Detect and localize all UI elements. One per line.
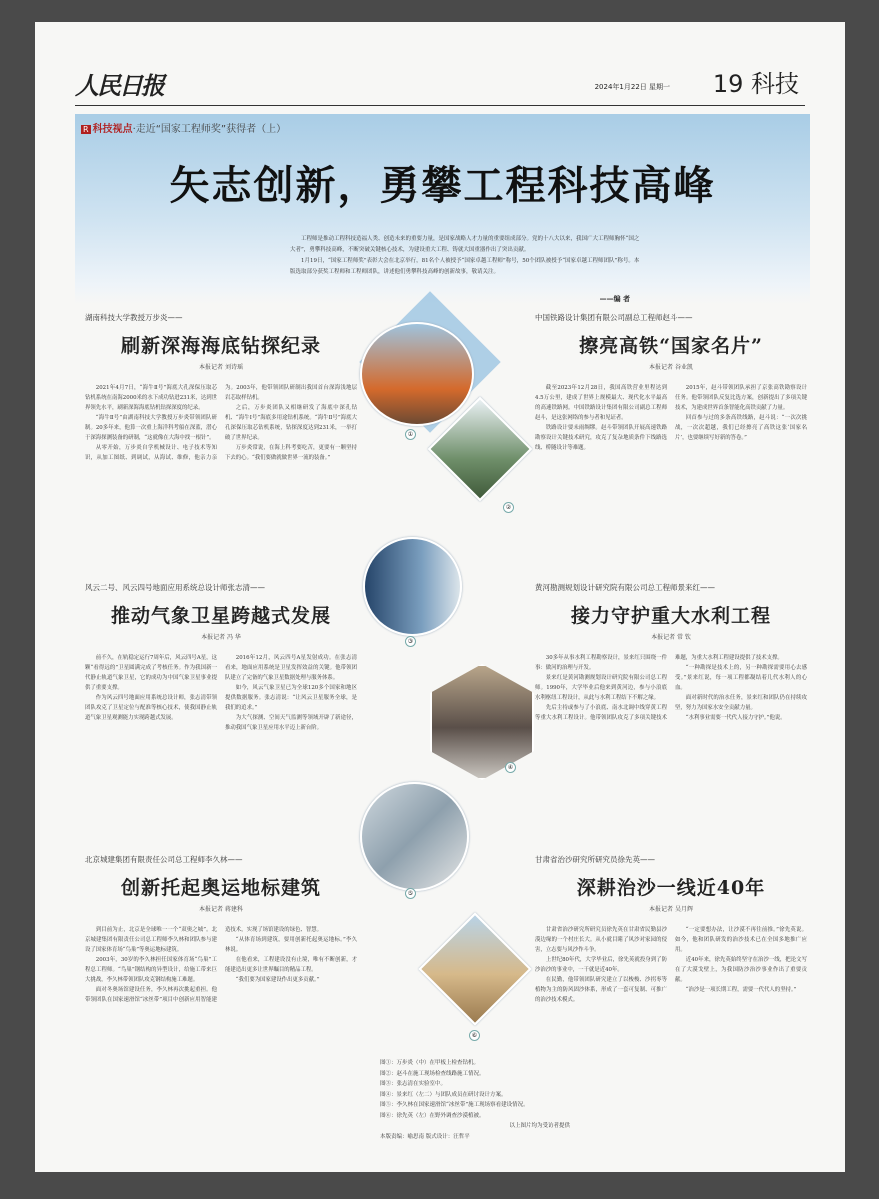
article-byline: 本报记者 谷业凯 — [649, 364, 693, 371]
paragraph: 为大气探测、空间天气监测等领域开辟了新途径，推动我国气象卫星应用水平迈上新台阶。 — [225, 715, 357, 731]
paragraph: “海牛Ⅱ号”由湖南科技大学教授万步炎带领团队研制。20多年来，他算一次重上海洋科考船在深蓝，潜心于深海探测装备的研制，“这就像在大海中找一根针”。 — [85, 415, 217, 441]
paragraph: “一种勘探是技术上的，另一种勘探需要用心去感受。”景来红说，每一项工程都凝结着几代水利人的心血。 — [675, 665, 807, 691]
photo-xu-xianying — [418, 912, 531, 1025]
article-lead: 湖南科技大学教授万步炎—— — [85, 313, 183, 322]
article-body — [535, 383, 807, 453]
paragraph: “治沙是一项长期工程，需要一代代人的坚持。” — [685, 987, 797, 993]
article-li-jiulin — [85, 854, 357, 1005]
issue-date: 2024年1月22日 星期一 — [594, 83, 670, 91]
kicker-text: ·走近“国家工程师奖”获得者（上） — [132, 124, 287, 135]
column-icon: R — [83, 125, 89, 134]
masthead — [75, 60, 805, 106]
article-wan-buyan — [85, 312, 357, 463]
article-title: 接力守护重大水利工程 — [570, 605, 771, 627]
paragraph: 面对冬奥场馆建设任务，李久林再次挑起重担。他带领团队在国家速滑馆“冰丝带”项目中创新应用智能建造技术，实现了场馆建设的绿色、智慧。 — [85, 927, 323, 1003]
photo-number: ⑤ — [405, 888, 416, 899]
paragraph: 景来红是黄河勘测规划设计研究院有限公司总工程师。1990年，大学毕业后他来到黄河边，参与小浪底水利枢纽工程设计，从此与水利工程结下不解之缘。 — [535, 675, 667, 701]
caption: 图①：万步炎（中）在甲板上检查钻机。 — [380, 1060, 480, 1066]
page-headline: 矢志创新，勇攀工程科技高峰 — [169, 163, 716, 209]
page-credits: 本版责编：喻思南 版式设计：汪哲平 — [380, 1133, 470, 1140]
article-zhang-zhiqing — [85, 582, 357, 733]
article-title: 创新托起奥运地标建筑 — [120, 877, 321, 899]
photo-number: ④ — [505, 762, 516, 773]
paragraph: 2003年，30岁的李久林担任国家体育场“鸟巢”工程总工程师。“鸟巢”钢结构的异型设计，给施工带来巨大挑战，李久林带领团队攻克钢结构施工难题。 — [85, 957, 217, 983]
paragraph: 在民勤，他带领团队研究建立了以梭梭、沙拐枣等植物为主的防风固沙体系，形成了一套可复制、可推广的治沙技术模式。 — [535, 977, 667, 1003]
paragraph: 2021年4月7日，“海牛Ⅱ号”海底大孔深保压取芯钻机系统在南海2000米的水下成功钻进231米，达到世界领先水平，刷新深海海底钻机钻探深度的纪录。 — [85, 385, 217, 411]
paragraph: 甘肃省治沙研究所研究员徐先英在甘肃省民勤县沙漠边缘的一个村庄长大。从小就目睹了风沙对家园的侵害，立志要与风沙作斗争。 — [535, 927, 667, 953]
photo-jing-laihong — [430, 664, 534, 780]
paragraph: 面对新时代的治水任务，景来红和团队仍在持续攻坚，努力为国家水安全贡献力量。 — [675, 695, 807, 711]
column-kicker — [81, 120, 286, 135]
paragraph: 先后主持或参与了小浪底、南水北调中线穿黄工程等重大水利工程设计。他带领团队攻克了多项关键技术难题，为重大水利工程建设提供了技术支撑。 — [535, 655, 783, 721]
article-zhao-dou — [535, 312, 807, 453]
photo-wan-buyan — [360, 322, 474, 426]
paragraph: 在他看来，工程建设没有止境，唯有不断创新，才能建造出更多让世界瞩目的精品工程。 — [225, 957, 357, 973]
article-byline: 本报记者 蒋建科 — [199, 906, 243, 913]
article-jing-laihong — [535, 582, 807, 723]
caption: 图⑤：李久林在国家速滑馆“冰丝带”施工现场察看建设情况。 — [380, 1102, 529, 1108]
editor-note-paragraph: 工程师是推动工程科技造福人类、创造未来的重要力量，是国家战略人才力量的重要组成部分。党的十八大以来，我国广大工程师胸怀“国之大者”，勇攀科技高峰，不断突破关键核心技术，为建设重大工程、铸就大国重器作出了突出贡献。 — [290, 236, 640, 253]
editor-sign: ——编 者 — [599, 294, 630, 303]
article-body — [535, 925, 807, 1005]
paragraph: 30多年从事水利工程勘察设计，景来红只围绕一件事：做河的治理与开发。 — [535, 655, 667, 671]
photo-number: ③ — [405, 636, 416, 647]
paragraph: 2015年，赵斗带领团队承担了京张高铁勘察设计任务。他带领团队反复比选方案，创新提出了多项关键技术，为建成世界首条智能化高铁贡献了力量。 — [675, 385, 807, 411]
paragraph: 万步炎常说，在海上科考要吃苦，更要有一颗坚持下去的心。“我们要做就做世界一流的装备。” — [225, 445, 357, 461]
article-body — [85, 383, 357, 463]
feature-banner — [75, 114, 810, 304]
caption: 图⑥：徐先英（左）在野外调查沙漠植被。 — [380, 1112, 485, 1119]
photo-captions — [380, 1058, 570, 1142]
paragraph: 2016年12月，风云四号A星发射成功。在张志清看来，地面应用系统是卫星发挥效益的关键。他带领团队建立了完备的气象卫星数据处理与服务体系。 — [225, 655, 357, 681]
article-lead: 黄河勘测规划设计研究院有限公司总工程师景来红—— — [535, 583, 715, 592]
paragraph: 如今，风云气象卫星已为全球120多个国家和地区提供数据服务。张志清说：“让风云卫星服务全球，是我们的追求。” — [225, 685, 357, 711]
article-xu-xianying — [535, 854, 807, 1005]
article-lead: 甘肃省治沙研究所研究员徐先英—— — [535, 855, 655, 864]
photo-number: ⑥ — [469, 1030, 480, 1041]
newspaper-page — [35, 22, 845, 1172]
editor-note-paragraph: 1月19日，“国家工程师奖”表彰大会在北京举行，81名个人被授予“国家卓越工程师”称号，50个团队被授予“国家卓越工程师团队”称号。本版选取部分获奖工程师和工程师团队，讲述他们勇攀科技高峰的创新故事，敬请关注。 — [290, 258, 640, 275]
photo-zhang-zhiqing — [363, 537, 462, 636]
column-name: 科技视点 — [92, 124, 133, 135]
paragraph: 上世纪80年代，大学毕业后，徐先英就投身到了防沙治沙的事业中，一干就是近40年。 — [535, 957, 667, 973]
paragraph: 到目前为止，北京是全球唯一一个“双奥之城”。北京城建集团有限责任公司总工程师李久林和团队参与建设了国家体育场“鸟巢”等奥运地标建筑。 — [85, 927, 217, 953]
paragraph: 铁路设计要未雨绸缪。赵斗带领团队开展高速铁路勘察设计关键技术研究，攻克了复杂地质条件下线路选线、桥隧设计等难题。 — [535, 425, 667, 451]
paragraph: “从体育场到建筑，要用创新托起奥运地标。”李久林说。 — [225, 937, 357, 953]
caption-source: 以上图片均为受访者提供 — [509, 1123, 570, 1129]
article-body — [85, 653, 357, 733]
article-title: 推动气象卫星跨越式发展 — [110, 605, 331, 627]
article-body — [85, 925, 357, 1005]
paragraph: 截至2023年12月28日，我国高铁营业里程达到4.5万公里，建成了世界上规模最大、现代化水平最高的高速铁路网。中国铁路设计集团有限公司副总工程师赵斗，是这张网络的参与者和见证者。 — [535, 385, 667, 421]
photo-number: ② — [503, 502, 514, 513]
article-title: 擦亮高铁“国家名片” — [579, 335, 763, 357]
article-title: 刷新深海海底钻探纪录 — [120, 335, 321, 357]
article-body — [535, 653, 807, 723]
paragraph: “我们要为国家建设作出更多贡献。” — [235, 977, 320, 983]
article-title: 深耕治沙一线近40年 — [576, 877, 766, 899]
paragraph: “一定要想办法，让沙漠不再往前推。”徐先英说。如今，他和团队研发的治沙技术已在全国多地推广应用。 — [675, 927, 807, 953]
article-lead: 中国铁路设计集团有限公司副总工程师赵斗—— — [535, 313, 693, 322]
photo-number: ① — [405, 429, 416, 440]
paragraph: 从零开始，万步炎自学机械设计、电子技术等知识，从加工图纸、到调试，从海试、维修，他亲力亲为。2003年，他带领团队研制出我国首台深海浅地层岩芯取样钻机。 — [85, 385, 357, 461]
paragraph: “水利事业需要一代代人接力守护。”他说。 — [685, 715, 786, 721]
article-byline: 本报记者 刘诗瑶 — [199, 364, 243, 371]
paragraph: 作为风云四号地面应用系统总设计师，张志清带领团队攻克了卫星定位与配准等核心技术，使我国静止轨道气象卫星观测能力实现跨越式发展。 — [85, 695, 217, 721]
article-byline: 本报记者 吴月辉 — [649, 906, 693, 913]
paragraph: 近40年来，徐先英始终坚守在治沙一线，把论文写在了大漠戈壁上，为我国防沙治沙事业作出了重要贡献。 — [675, 957, 807, 983]
paragraph: 前不久，在轨稳定运行7周年后，风云四号A星，这颗“看得远的”卫星圆满完成了考核任务。作为我国新一代静止轨道气象卫星，它的成功为中国气象卫星事业提供了重要支撑。 — [85, 655, 217, 691]
caption: 图④：景来红（左二）与团队成员在研讨设计方案。 — [380, 1091, 507, 1098]
photo-li-jiulin — [360, 782, 469, 891]
article-lead: 风云二号、风云四号地面应用系统总设计师张志清—— — [85, 583, 265, 592]
editor-note — [290, 234, 640, 278]
article-byline: 本报记者 常 钦 — [651, 634, 691, 641]
caption: 图③：张志清在实验室中。 — [380, 1081, 447, 1087]
article-byline: 本报记者 冯 华 — [201, 634, 241, 641]
newspaper-logo: 人民日报 — [75, 71, 163, 100]
article-lead: 北京城建集团有限责任公司总工程师李久林—— — [85, 855, 243, 864]
page-section: 19 科技 — [712, 70, 799, 98]
caption: 图②：赵斗在施工现场检查线路施工情况。 — [380, 1070, 485, 1077]
paragraph: 回首参与过的多条高铁线路，赵斗说：“一次次挑战，一次次超越，我们已经擦亮了高铁这张‘国家名片’，也要继续写好新的答卷。” — [675, 415, 807, 441]
paragraph: 之后，万步炎团队又相继研发了海底中深孔钻机、“海牛Ⅰ号”海底多用途钻机系统。“海牛Ⅱ号”海底大孔深保压取芯钻机系统，钻探深度达到231米，一举打破了世界纪录。 — [225, 405, 357, 441]
